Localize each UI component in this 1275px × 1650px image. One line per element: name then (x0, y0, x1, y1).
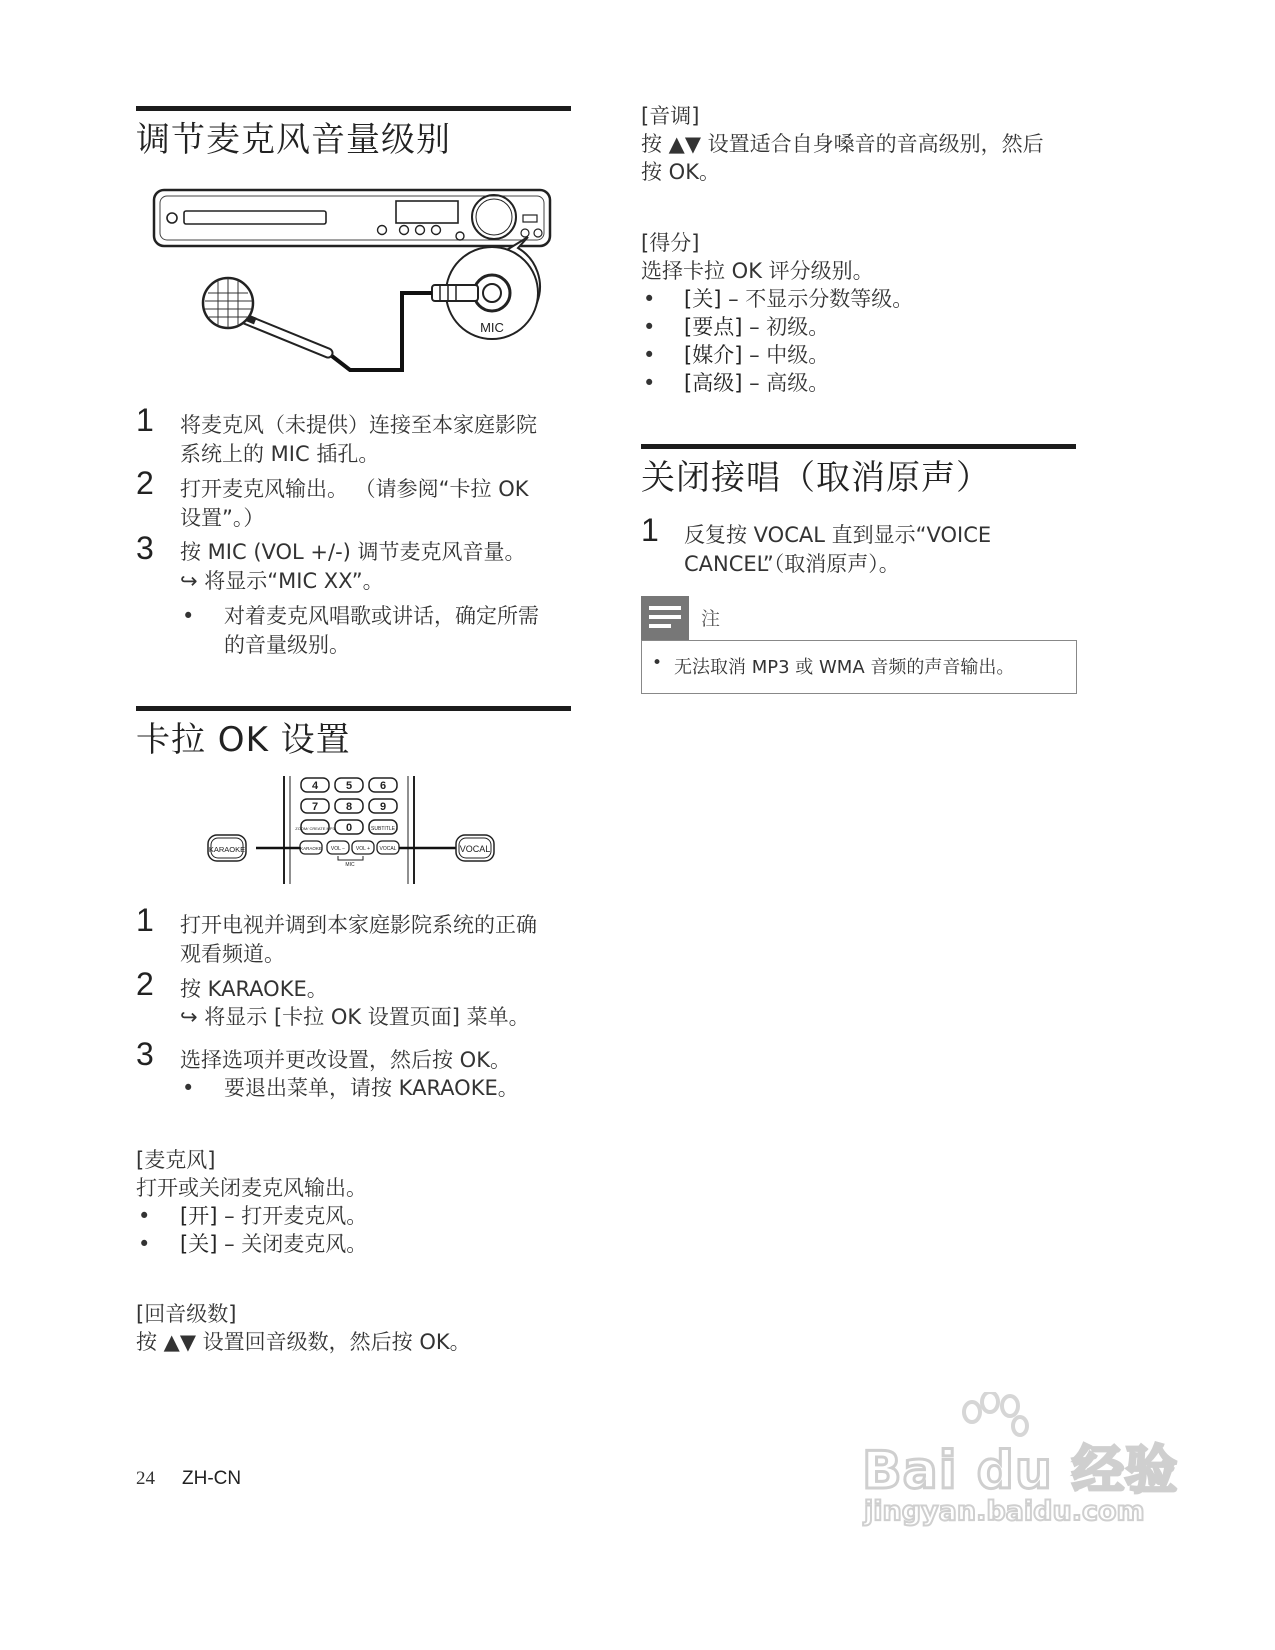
language-code: ZH-CN (182, 1468, 242, 1489)
bullet-line: 对着麦克风唱歌或讲话，确定所需 (224, 604, 539, 628)
option-item (180, 1202, 367, 1231)
option-value: – 中级。 (742, 343, 830, 367)
option-desc: 按 ▲▼ 设置适合自身嗓音的音高级别，然后 (641, 132, 1044, 156)
option-value: – 高级。 (742, 371, 830, 395)
step-text (684, 521, 991, 579)
step-line: 打开电视并调到本家庭影院系统的正确 (180, 913, 537, 937)
option-desc: 打开或关闭麦克风输出。 (136, 1176, 367, 1200)
page-number: 24 (136, 1468, 155, 1489)
option-value: – 初级。 (742, 315, 830, 339)
option-heading-echo: [回音级数] (136, 1302, 237, 1326)
key-vocal-small: VOCAL (379, 846, 397, 852)
option-item (180, 1230, 367, 1259)
watermark (862, 1392, 1178, 1532)
bullet-dot: • (652, 653, 663, 673)
section-rule (136, 706, 571, 711)
section-title-karaoke: 卡拉 OK 设置 (136, 720, 351, 760)
key-0: 0 (345, 822, 353, 834)
option-item (684, 369, 829, 398)
key-6: 6 (379, 780, 387, 792)
bullet-dot: • (643, 287, 656, 311)
step-bullet-text (224, 602, 539, 660)
bullet-dot: • (643, 371, 656, 395)
karaoke-callout-label: KARAOKE (208, 845, 246, 854)
option-value: – 不显示分数等级。 (721, 287, 914, 311)
bullet-dot: • (182, 604, 195, 628)
step-line: 设置”。） (180, 506, 265, 530)
key-4: 4 (311, 780, 319, 792)
option-key: [要点] (684, 315, 743, 339)
option-key: [媒介] (684, 343, 743, 367)
step-line: 反复按 VOCAL 直到显示“VOICE (684, 523, 992, 547)
note-text: 无法取消 MP3 或 WMA 音频的声音输出。 (674, 657, 1015, 678)
option-item (684, 313, 829, 342)
bullet-dot: • (138, 1232, 151, 1256)
step-text: 按 MIC (VOL +/-) 调节麦克风音量。 (180, 540, 526, 564)
step-line: 观看频道。 (180, 942, 285, 966)
key-zoom-label: ZOOM/ CREATE MP3 (295, 826, 335, 831)
step-number: 3 (136, 530, 154, 566)
option-heading-mic: [麦克风] (136, 1148, 216, 1172)
option-key: [关] (180, 1232, 218, 1256)
step-text (180, 911, 537, 969)
step-text (180, 411, 537, 469)
watermark-url: jingyan.baidu.com (864, 1496, 1145, 1527)
option-value: – 关闭麦克风。 (217, 1232, 368, 1256)
option-key: [高级] (684, 371, 743, 395)
step-line: 将麦克风（未提供）连接至本家庭影院 (180, 413, 537, 437)
key-vol-plus: VOL + (355, 846, 371, 852)
bullet-dot: • (643, 315, 656, 339)
option-item (684, 285, 913, 314)
option-key: [关] (684, 287, 722, 311)
key-7: 7 (311, 801, 319, 813)
step-text: 按 KARAOKE。 (180, 977, 328, 1001)
watermark-brand: Bai du 经验 (862, 1441, 1178, 1501)
option-desc: 选择卡拉 OK 评分级别。 (641, 259, 874, 283)
bullet-dot: • (138, 1204, 151, 1228)
option-value: – 打开麦克风。 (217, 1204, 368, 1228)
step-line: CANCEL”（取消原声）。 (684, 552, 900, 576)
key-vol-minus: VOL − (330, 846, 346, 852)
note-box (641, 640, 1077, 694)
key-subtitle-label: SUBTITLE (371, 826, 395, 832)
step-line: 系统上的 MIC 插孔。 (180, 442, 380, 466)
section-title-mic-volume: 调节麦克风音量级别 (136, 120, 451, 160)
step-number: 3 (136, 1036, 154, 1072)
key-9: 9 (379, 801, 387, 813)
option-desc: 按 ▲▼ 设置回音级数，然后按 OK。 (136, 1330, 471, 1354)
step-text (180, 475, 529, 533)
mic-connection-illustration (150, 185, 560, 380)
section-rule (136, 106, 571, 111)
bullet-dot: • (182, 1076, 195, 1100)
step-result: ↪ 将显示 [卡拉 OK 设置页面] 菜单。 (180, 1005, 530, 1029)
note-header (641, 596, 689, 640)
section-title-vocal-cancel: 关闭接唱（取消原声） (641, 458, 991, 498)
option-item (684, 341, 829, 370)
note-lines-icon (641, 596, 689, 640)
step-number: 1 (641, 512, 659, 548)
mic-caption: MIC (345, 862, 355, 868)
section-rule (641, 444, 1076, 449)
step-number: 1 (136, 902, 154, 938)
remote-illustration (200, 772, 500, 887)
key-karaoke-small: KARAOKE (300, 846, 322, 851)
step-text: 选择选项并更改设置，然后按 OK。 (180, 1048, 511, 1072)
note-label: 注 (701, 608, 721, 630)
bullet-dot: • (643, 343, 656, 367)
step-number: 1 (136, 402, 154, 438)
bullet-line: 的音量级别。 (224, 633, 350, 657)
option-heading-pitch: [音调] (641, 104, 700, 128)
step-line: 打开麦克风输出。 （请参阅“卡拉 OK (180, 477, 529, 501)
option-desc: 按 OK。 (641, 160, 720, 184)
mic-jack-label: MIC (480, 320, 504, 335)
option-key: [开] (180, 1204, 218, 1228)
option-heading-score: [得分] (641, 231, 700, 255)
key-5: 5 (345, 780, 353, 792)
step-number: 2 (136, 966, 154, 1002)
key-8: 8 (345, 801, 353, 813)
vocal-callout-label: VOCAL (459, 844, 491, 854)
step-bullet-text: 要退出菜单，请按 KARAOKE。 (224, 1076, 519, 1100)
step-result: ↪ 将显示“MIC XX”。 (180, 569, 384, 593)
step-number: 2 (136, 465, 154, 501)
